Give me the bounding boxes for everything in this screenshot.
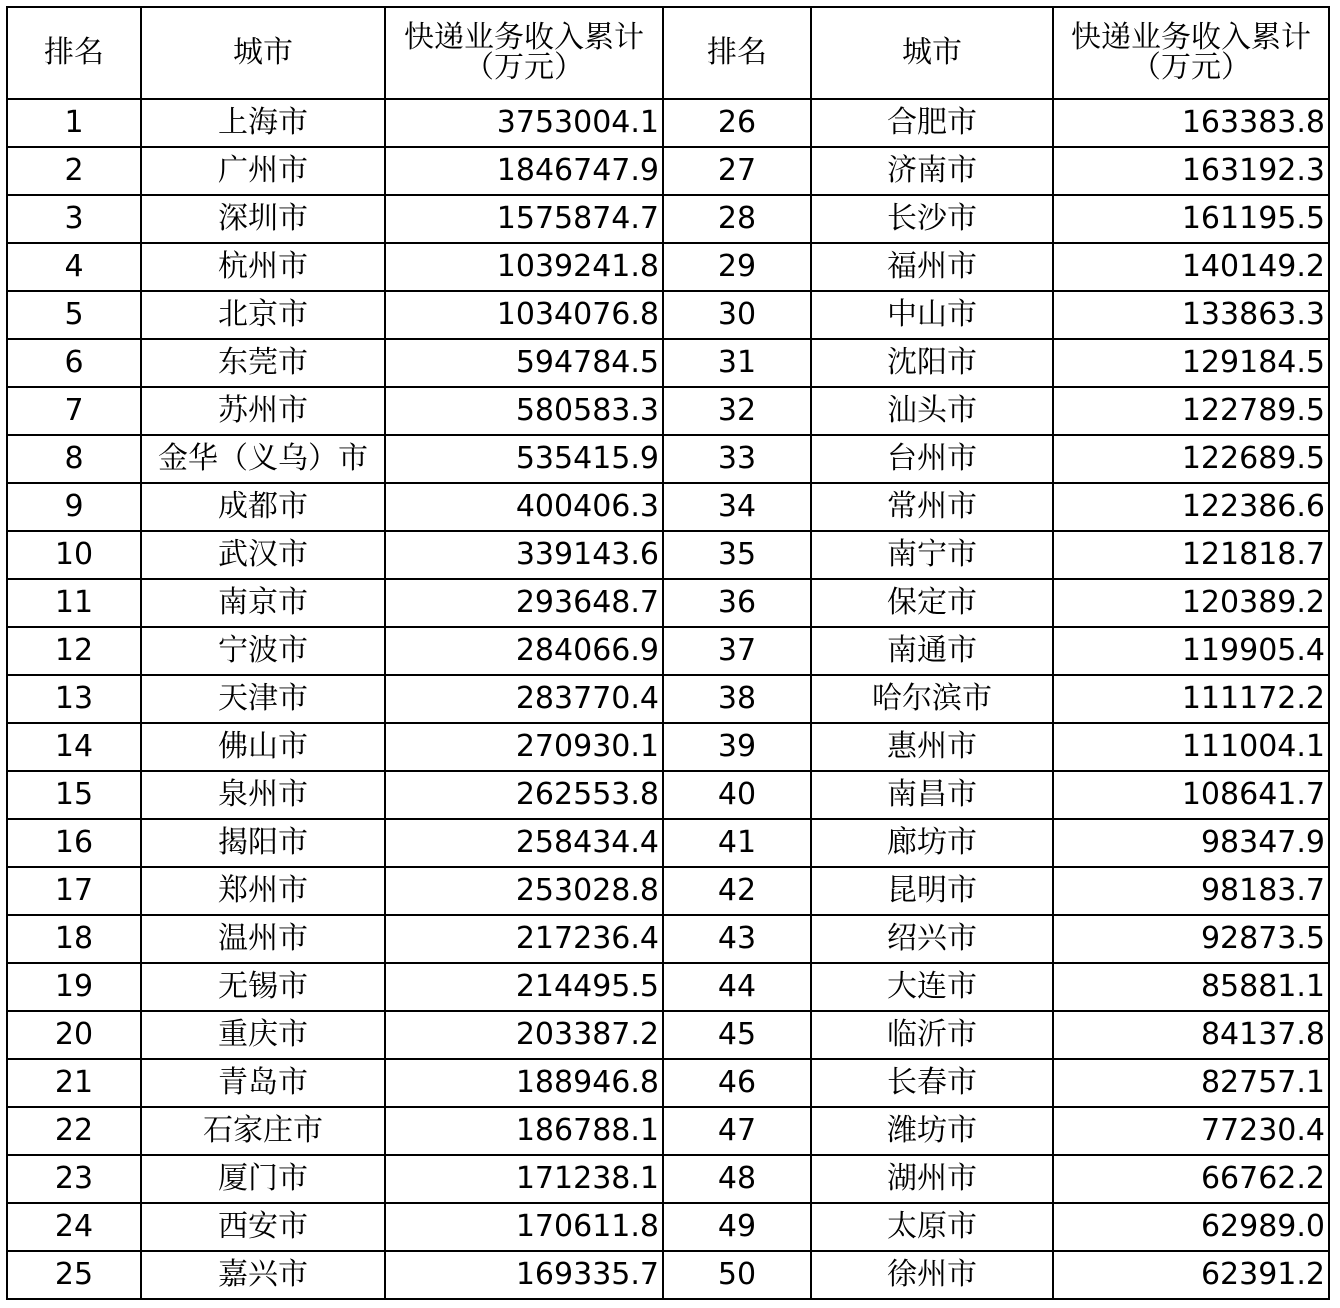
rank-cell-left: 6 — [7, 339, 141, 387]
revenue-cell-left: 203387.2 — [385, 1011, 663, 1059]
revenue-cell-right: 122689.5 — [1053, 435, 1329, 483]
city-cell-right: 汕头市 — [811, 387, 1053, 435]
city-cell-left: 宁波市 — [141, 627, 385, 675]
header-rank-left: 排名 — [7, 7, 141, 99]
revenue-cell-left: 214495.5 — [385, 963, 663, 1011]
rank-cell-right: 36 — [663, 579, 811, 627]
table-row — [7, 531, 1329, 579]
rank-cell-right: 43 — [663, 915, 811, 963]
revenue-cell-left: 1575874.7 — [385, 195, 663, 243]
table-row — [7, 1155, 1329, 1203]
rank-cell-left: 1 — [7, 99, 141, 147]
rank-cell-left: 8 — [7, 435, 141, 483]
revenue-cell-right: 119905.4 — [1053, 627, 1329, 675]
express-revenue-table — [6, 6, 1330, 1300]
revenue-cell-left: 339143.6 — [385, 531, 663, 579]
city-cell-right: 南昌市 — [811, 771, 1053, 819]
city-cell-right: 福州市 — [811, 243, 1053, 291]
table-row — [7, 195, 1329, 243]
revenue-cell-right: 122789.5 — [1053, 387, 1329, 435]
revenue-cell-right: 120389.2 — [1053, 579, 1329, 627]
rank-cell-left: 13 — [7, 675, 141, 723]
city-cell-right: 沈阳市 — [811, 339, 1053, 387]
city-cell-left: 郑州市 — [141, 867, 385, 915]
city-cell-right: 中山市 — [811, 291, 1053, 339]
city-cell-right: 南宁市 — [811, 531, 1053, 579]
revenue-cell-left: 262553.8 — [385, 771, 663, 819]
city-cell-right: 济南市 — [811, 147, 1053, 195]
revenue-cell-right: 98183.7 — [1053, 867, 1329, 915]
revenue-cell-right: 129184.5 — [1053, 339, 1329, 387]
rank-cell-left: 11 — [7, 579, 141, 627]
revenue-cell-right: 133863.3 — [1053, 291, 1329, 339]
revenue-cell-right: 98347.9 — [1053, 819, 1329, 867]
revenue-cell-left: 1846747.9 — [385, 147, 663, 195]
city-cell-right: 长春市 — [811, 1059, 1053, 1107]
rank-cell-left: 12 — [7, 627, 141, 675]
city-cell-right: 长沙市 — [811, 195, 1053, 243]
revenue-cell-right: 77230.4 — [1053, 1107, 1329, 1155]
revenue-cell-right: 111004.1 — [1053, 723, 1329, 771]
city-cell-left: 西安市 — [141, 1203, 385, 1251]
city-cell-right: 湖州市 — [811, 1155, 1053, 1203]
revenue-cell-right: 163192.3 — [1053, 147, 1329, 195]
table-body — [7, 99, 1329, 1299]
table-row — [7, 819, 1329, 867]
table-row — [7, 627, 1329, 675]
city-cell-left: 广州市 — [141, 147, 385, 195]
city-cell-right: 保定市 — [811, 579, 1053, 627]
city-cell-left: 南京市 — [141, 579, 385, 627]
rank-cell-right: 42 — [663, 867, 811, 915]
rank-cell-left: 16 — [7, 819, 141, 867]
rank-cell-left: 24 — [7, 1203, 141, 1251]
header-revenue-unit: （万元） — [1131, 50, 1251, 85]
revenue-cell-right: 66762.2 — [1053, 1155, 1329, 1203]
table-row — [7, 1251, 1329, 1299]
table-row — [7, 675, 1329, 723]
city-cell-left: 无锡市 — [141, 963, 385, 1011]
city-cell-left: 上海市 — [141, 99, 385, 147]
revenue-cell-left: 535415.9 — [385, 435, 663, 483]
rank-cell-right: 48 — [663, 1155, 811, 1203]
rank-cell-left: 2 — [7, 147, 141, 195]
table-row — [7, 1203, 1329, 1251]
revenue-cell-left: 169335.7 — [385, 1251, 663, 1299]
revenue-cell-right: 62989.0 — [1053, 1203, 1329, 1251]
city-cell-left: 深圳市 — [141, 195, 385, 243]
table-row — [7, 1011, 1329, 1059]
rank-cell-left: 5 — [7, 291, 141, 339]
city-cell-left: 温州市 — [141, 915, 385, 963]
revenue-cell-left: 283770.4 — [385, 675, 663, 723]
city-cell-right: 太原市 — [811, 1203, 1053, 1251]
revenue-cell-left: 253028.8 — [385, 867, 663, 915]
revenue-cell-left: 284066.9 — [385, 627, 663, 675]
city-cell-right: 徐州市 — [811, 1251, 1053, 1299]
rank-cell-right: 35 — [663, 531, 811, 579]
rank-cell-left: 9 — [7, 483, 141, 531]
city-cell-right: 台州市 — [811, 435, 1053, 483]
revenue-cell-right: 84137.8 — [1053, 1011, 1329, 1059]
table-row — [7, 147, 1329, 195]
rank-cell-left: 21 — [7, 1059, 141, 1107]
city-cell-left: 金华（义乌）市 — [141, 435, 385, 483]
revenue-cell-right: 62391.2 — [1053, 1251, 1329, 1299]
revenue-cell-left: 270930.1 — [385, 723, 663, 771]
rank-cell-right: 47 — [663, 1107, 811, 1155]
revenue-cell-left: 580583.3 — [385, 387, 663, 435]
rank-cell-right: 30 — [663, 291, 811, 339]
city-cell-left: 武汉市 — [141, 531, 385, 579]
city-cell-right: 昆明市 — [811, 867, 1053, 915]
rank-cell-right: 49 — [663, 1203, 811, 1251]
rank-cell-right: 32 — [663, 387, 811, 435]
revenue-cell-right: 85881.1 — [1053, 963, 1329, 1011]
table-row — [7, 99, 1329, 147]
city-cell-right: 绍兴市 — [811, 915, 1053, 963]
city-cell-left: 嘉兴市 — [141, 1251, 385, 1299]
revenue-cell-right: 163383.8 — [1053, 99, 1329, 147]
header-revenue-left — [385, 7, 663, 99]
rank-cell-right: 34 — [663, 483, 811, 531]
city-cell-right: 临沂市 — [811, 1011, 1053, 1059]
rank-cell-right: 37 — [663, 627, 811, 675]
table-row — [7, 867, 1329, 915]
table-row — [7, 579, 1329, 627]
table-row — [7, 435, 1329, 483]
rank-cell-left: 4 — [7, 243, 141, 291]
city-cell-left: 厦门市 — [141, 1155, 385, 1203]
rank-cell-right: 33 — [663, 435, 811, 483]
rank-cell-right: 40 — [663, 771, 811, 819]
table-row — [7, 723, 1329, 771]
rank-cell-right: 41 — [663, 819, 811, 867]
rank-cell-right: 39 — [663, 723, 811, 771]
revenue-cell-left: 170611.8 — [385, 1203, 663, 1251]
rank-cell-right: 50 — [663, 1251, 811, 1299]
rank-cell-left: 14 — [7, 723, 141, 771]
city-cell-right: 惠州市 — [811, 723, 1053, 771]
revenue-cell-left: 594784.5 — [385, 339, 663, 387]
rank-cell-right: 46 — [663, 1059, 811, 1107]
revenue-cell-right: 140149.2 — [1053, 243, 1329, 291]
city-cell-left: 天津市 — [141, 675, 385, 723]
header-revenue-title: 快递业务收入累计 — [404, 20, 644, 55]
city-cell-right: 潍坊市 — [811, 1107, 1053, 1155]
rank-cell-left: 18 — [7, 915, 141, 963]
header-rank-right: 排名 — [663, 7, 811, 99]
rank-cell-left: 17 — [7, 867, 141, 915]
table-row — [7, 915, 1329, 963]
city-cell-left: 石家庄市 — [141, 1107, 385, 1155]
city-cell-left: 东莞市 — [141, 339, 385, 387]
city-cell-left: 杭州市 — [141, 243, 385, 291]
revenue-cell-right: 161195.5 — [1053, 195, 1329, 243]
table-row — [7, 483, 1329, 531]
revenue-cell-left: 293648.7 — [385, 579, 663, 627]
header-city-right: 城市 — [811, 7, 1053, 99]
rank-cell-left: 25 — [7, 1251, 141, 1299]
rank-cell-right: 45 — [663, 1011, 811, 1059]
rank-cell-left: 15 — [7, 771, 141, 819]
revenue-cell-left: 171238.1 — [385, 1155, 663, 1203]
rank-cell-left: 20 — [7, 1011, 141, 1059]
revenue-cell-left: 1034076.8 — [385, 291, 663, 339]
city-cell-left: 重庆市 — [141, 1011, 385, 1059]
rank-cell-left: 7 — [7, 387, 141, 435]
table-row — [7, 387, 1329, 435]
city-cell-left: 成都市 — [141, 483, 385, 531]
revenue-cell-right: 122386.6 — [1053, 483, 1329, 531]
revenue-cell-right: 111172.2 — [1053, 675, 1329, 723]
rank-cell-right: 27 — [663, 147, 811, 195]
revenue-cell-left: 258434.4 — [385, 819, 663, 867]
table-row — [7, 1107, 1329, 1155]
rank-cell-right: 28 — [663, 195, 811, 243]
revenue-cell-left: 1039241.8 — [385, 243, 663, 291]
header-revenue-title: 快递业务收入累计 — [1071, 20, 1311, 55]
rank-cell-right: 29 — [663, 243, 811, 291]
rank-cell-left: 19 — [7, 963, 141, 1011]
revenue-cell-left: 217236.4 — [385, 915, 663, 963]
revenue-cell-left: 186788.1 — [385, 1107, 663, 1155]
rank-cell-left: 22 — [7, 1107, 141, 1155]
rank-cell-right: 31 — [663, 339, 811, 387]
city-cell-left: 佛山市 — [141, 723, 385, 771]
city-cell-right: 合肥市 — [811, 99, 1053, 147]
rank-cell-right: 26 — [663, 99, 811, 147]
header-revenue-right — [1053, 7, 1329, 99]
city-cell-right: 廊坊市 — [811, 819, 1053, 867]
table-row — [7, 1059, 1329, 1107]
revenue-cell-right: 82757.1 — [1053, 1059, 1329, 1107]
table-row — [7, 339, 1329, 387]
rank-cell-left: 23 — [7, 1155, 141, 1203]
revenue-cell-left: 400406.3 — [385, 483, 663, 531]
revenue-cell-left: 3753004.1 — [385, 99, 663, 147]
city-cell-right: 常州市 — [811, 483, 1053, 531]
revenue-cell-right: 121818.7 — [1053, 531, 1329, 579]
header-city-left: 城市 — [141, 7, 385, 99]
rank-cell-left: 10 — [7, 531, 141, 579]
revenue-cell-right: 108641.7 — [1053, 771, 1329, 819]
table-row — [7, 963, 1329, 1011]
city-cell-left: 苏州市 — [141, 387, 385, 435]
city-cell-right: 大连市 — [811, 963, 1053, 1011]
city-cell-left: 揭阳市 — [141, 819, 385, 867]
city-cell-left: 泉州市 — [141, 771, 385, 819]
header-revenue-unit: （万元） — [464, 50, 584, 85]
city-cell-left: 北京市 — [141, 291, 385, 339]
table-row — [7, 291, 1329, 339]
rank-cell-left: 3 — [7, 195, 141, 243]
header-row — [7, 7, 1329, 99]
city-cell-left: 青岛市 — [141, 1059, 385, 1107]
revenue-cell-left: 188946.8 — [385, 1059, 663, 1107]
city-cell-right: 南通市 — [811, 627, 1053, 675]
city-cell-right: 哈尔滨市 — [811, 675, 1053, 723]
table-row — [7, 771, 1329, 819]
rank-cell-right: 38 — [663, 675, 811, 723]
rank-cell-right: 44 — [663, 963, 811, 1011]
revenue-cell-right: 92873.5 — [1053, 915, 1329, 963]
table-row — [7, 243, 1329, 291]
